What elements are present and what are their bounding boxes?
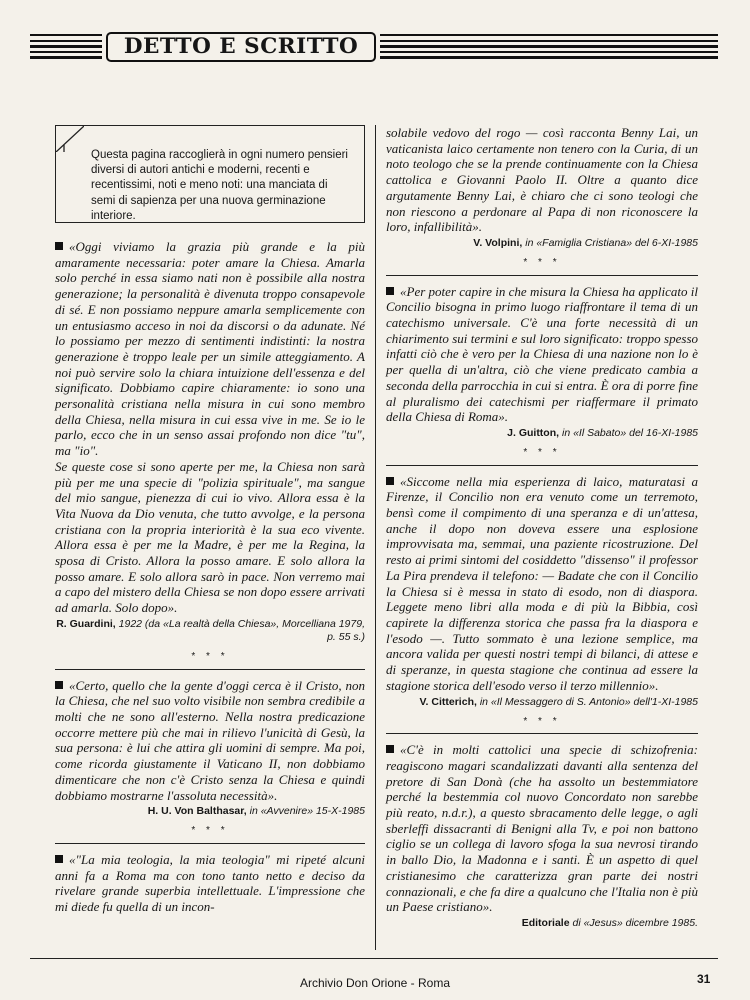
source-citterich: in «Il Messaggero di S. Antonio» dell'1-XI-1985 (479, 695, 698, 708)
quote-citterich (386, 474, 698, 694)
author-guardini: R. Guardini, (56, 617, 116, 630)
quote-volpini-cont: solabile vedovo del rogo — così racconta Benny Lai, un vaticanista laico certamente non tenero con la Curia, di un noto teologo che se la prende continuamente con la Chiesa cattolica e Giovanni Paolo II. Oltre a quanto dice argutamente Benny Lai, è chiaro che ci sono teologi che non riescono a perdonare al Papa di non riconoscere la loro, infallibilità». (386, 125, 698, 235)
separator-stars: * * * (523, 715, 561, 727)
attribution-volpini (386, 237, 698, 250)
source-guitton: in «Il Sabato» del 16-XI-1985 (561, 426, 698, 439)
separator-rule (386, 465, 698, 466)
separator-rule (55, 669, 365, 670)
bullet-icon (55, 242, 63, 250)
source-jesus: di «Jesus» dicembre 1985. (572, 916, 698, 929)
right-column (386, 125, 698, 930)
quote-volpini-start (55, 852, 365, 915)
author-citterich: V. Citterich, (419, 695, 477, 708)
separator-stars: * * * (523, 256, 561, 268)
attribution-balthasar (55, 805, 365, 818)
author-guitton: J. Guitton, (507, 426, 560, 439)
column-divider (375, 125, 376, 950)
attribution-citterich (386, 696, 698, 709)
masthead-rules-left (30, 34, 102, 64)
source-guardini: 1922 (da «La realtà della Chiesa», Morcelliana 1979, p. 55 s.) (118, 617, 365, 643)
quote-guardini (55, 239, 365, 459)
bullet-icon (55, 855, 63, 863)
author-balthasar: H. U. Von Balthasar, (147, 805, 247, 818)
masthead (30, 32, 718, 66)
section-title: DETTO E SCRITTO (106, 32, 376, 62)
left-column (55, 125, 365, 915)
author-jesus: Editoriale (521, 916, 570, 929)
intro-box (55, 125, 365, 223)
separator-stars: * * * (191, 650, 229, 662)
attribution-guardini (55, 618, 365, 644)
archive-footer: Archivio Don Orione - Roma (299, 976, 451, 990)
quote-guardini-part2: Se queste cose si sono aperte per me, la Chiesa non sarà più per me una specie di "polizia spirituale", ma sangue del mio sangue, pienezza di cui io vivo. Allora essa è la Vita Nuova da Dio venuta, che tutto avvolge, e la persona cristiana con la propria interiorità è la sua eco vivente. Allora essa è per me la Madre, è per me la Regina, la sposa di Cristo. Allora la posso amare. E solo allora la posso amare. E solo allora sarò in pace. Non verremo mai a capo del mistero della Chiesa se non dopo essere arrivati ad amarla. Solo dopo». (55, 458, 365, 616)
masthead-rules-right (380, 34, 718, 64)
page-number: 31 (697, 972, 711, 986)
author-volpini: V. Volpini, (473, 236, 523, 249)
bullet-icon (386, 287, 394, 295)
separator-stars: * * * (191, 825, 229, 837)
quote-jesus (386, 742, 698, 915)
quote-guardini-part1: «Oggi viviamo la grazia più grande e la più amaramente necessaria: poter amare la Chiesa. Amarla solo perché in essa siamo nati non è possibile alla nostra generazione; la personalità è divenuta troppo consapevole di sé. E non possiamo neppure amarla semplicemente con un entusiasmo acceso in noi da discorsi o da adunate. Né lo possiamo per mezzo di sentimenti indistinti: la nostra generazione è troppo leale per un simile atteggiamento. A noi può servire solo la chiara intuizione dell'essenza e del significato. Dobbiamo capire chiaramente: io sono una personalità cristiana nella misura in cui sono membro della Chiesa, nella misura in cui essa vive in me. Se io le parlo, ecco che in un senso assai profondo non dice "tu", ma "io". (55, 239, 365, 459)
source-balthasar: in «Avvenire» 15-X-1985 (249, 805, 365, 818)
separator-rule (55, 843, 365, 844)
quote-guitton-text: «Per poter capire in che misura la Chiesa ha applicato il Concilio bisogna in primo luogo riaffrontare il tema di un catechismo universale. C'è una forte necessità di un chiarimento sui termini e sul loro significato: troppo spesso infatti ciò che è vero per la Chiesa di una nazione non lo è per quella di un'altra, ciò che viene predicato cambia a seconda della parrocchia in cui si entra. È ora di porre fine al pluralismo dei catechismi per riaffermare il primato della Chiesa di Roma». (386, 283, 698, 425)
bottom-rule (30, 958, 718, 959)
source-volpini: in «Famiglia Cristiana» del 6-XI-1985 (525, 236, 698, 249)
quote-jesus-text: «C'è in molti cattolici una specie di schizofrenia: reagiscono magari scandalizzati davanti alla sentenza del pretore di San Donà (che ha assolto un bestemmiatore perché la bestemmia col nuovo Concordato non sarebbe più reato, n.d.r.), a questo sbracamento delle legge, o agli sberleffi dissacranti di Benigni alla Tv, e poi non battono ciglio se un collega di lavoro sfoga la sua nevrosi tirando in ballo Dio, la Madonna e i santi. È un aspetto di quel cristianesimo che caratterizza gran parte dei nostri connazionali, e che fa dire a qualcuno che l'Italia non è più un Paese cristiano». (386, 742, 698, 915)
quote-citterich-text: «Siccome nella mia esperienza di laico, maturatasi a Firenze, il Concilio non era venuto come un terremoto, bensì come il compimento di una speranza e di un'attesa, anche il dopo non doveva essere una esplosione improvvisata ma, semmai, una paziente ricostruzione. Del resto ai primi sintomi del cosiddetto "dissenso" il professor La Pira prendeva il telefono: — Badate che con il Concilio la Chiesa si è messa in stato di esodo, non di diaspora. Leggete meno libri alla moda e di più la Bibbia, così capirete la differenza storica che passa fra la diaspora e l'esodo —. Tutto sommato è una lezione semplice, ma ancora valida per questi nostri tempi di bilanci, di attese e di speranze, in questa stagione che continua ad essere la stagione storica dell'esodo verso il terzo millennio». (386, 473, 698, 693)
attribution-jesus (386, 917, 698, 930)
bullet-icon (386, 745, 394, 753)
quote-volpini-start-text: «"La mia teologia, la mia teologia" mi ripeté alcuni anni fa a Roma ma con tono tanto netto e deciso da rivelare grande superbia intellettuale. L'impressione che mi diede fu quella di un incon- (55, 851, 365, 915)
quote-guitton (386, 284, 698, 425)
separator-rule (386, 275, 698, 276)
quote-balthasar-text: «Certo, quello che la gente d'oggi cerca è il Cristo, non la Chiesa, che nel suo volto visibile non sembra credibile a molti che ne sono all'esterno. Nella nostra predicazione occorre mettere più che mai in rilievo l'unicità di Gesù, la sua persona: è lui che attira gli uomini di sempre. Ma poi, come ricorda giustamente il Vaticano II, non dobbiamo dimenticare che non c'è Cristo senza la Chiesa e quindi dobbiamo mostrarne l'assoluta necessità». (55, 677, 365, 803)
corner-fold-icon (56, 126, 84, 152)
attribution-guitton (386, 427, 698, 440)
separator-stars: * * * (523, 446, 561, 458)
separator-rule (386, 733, 698, 734)
quote-balthasar (55, 678, 365, 804)
intro-text: Questa pagina raccoglierà in ogni numero pensieri diversi di autori antichi e moderni, recenti e recentissimi, noti e meno noti: una manciata di semi di sapienza per una nuova germinazione interiore. (91, 149, 348, 222)
bullet-icon (55, 681, 63, 689)
bullet-icon (386, 477, 394, 485)
